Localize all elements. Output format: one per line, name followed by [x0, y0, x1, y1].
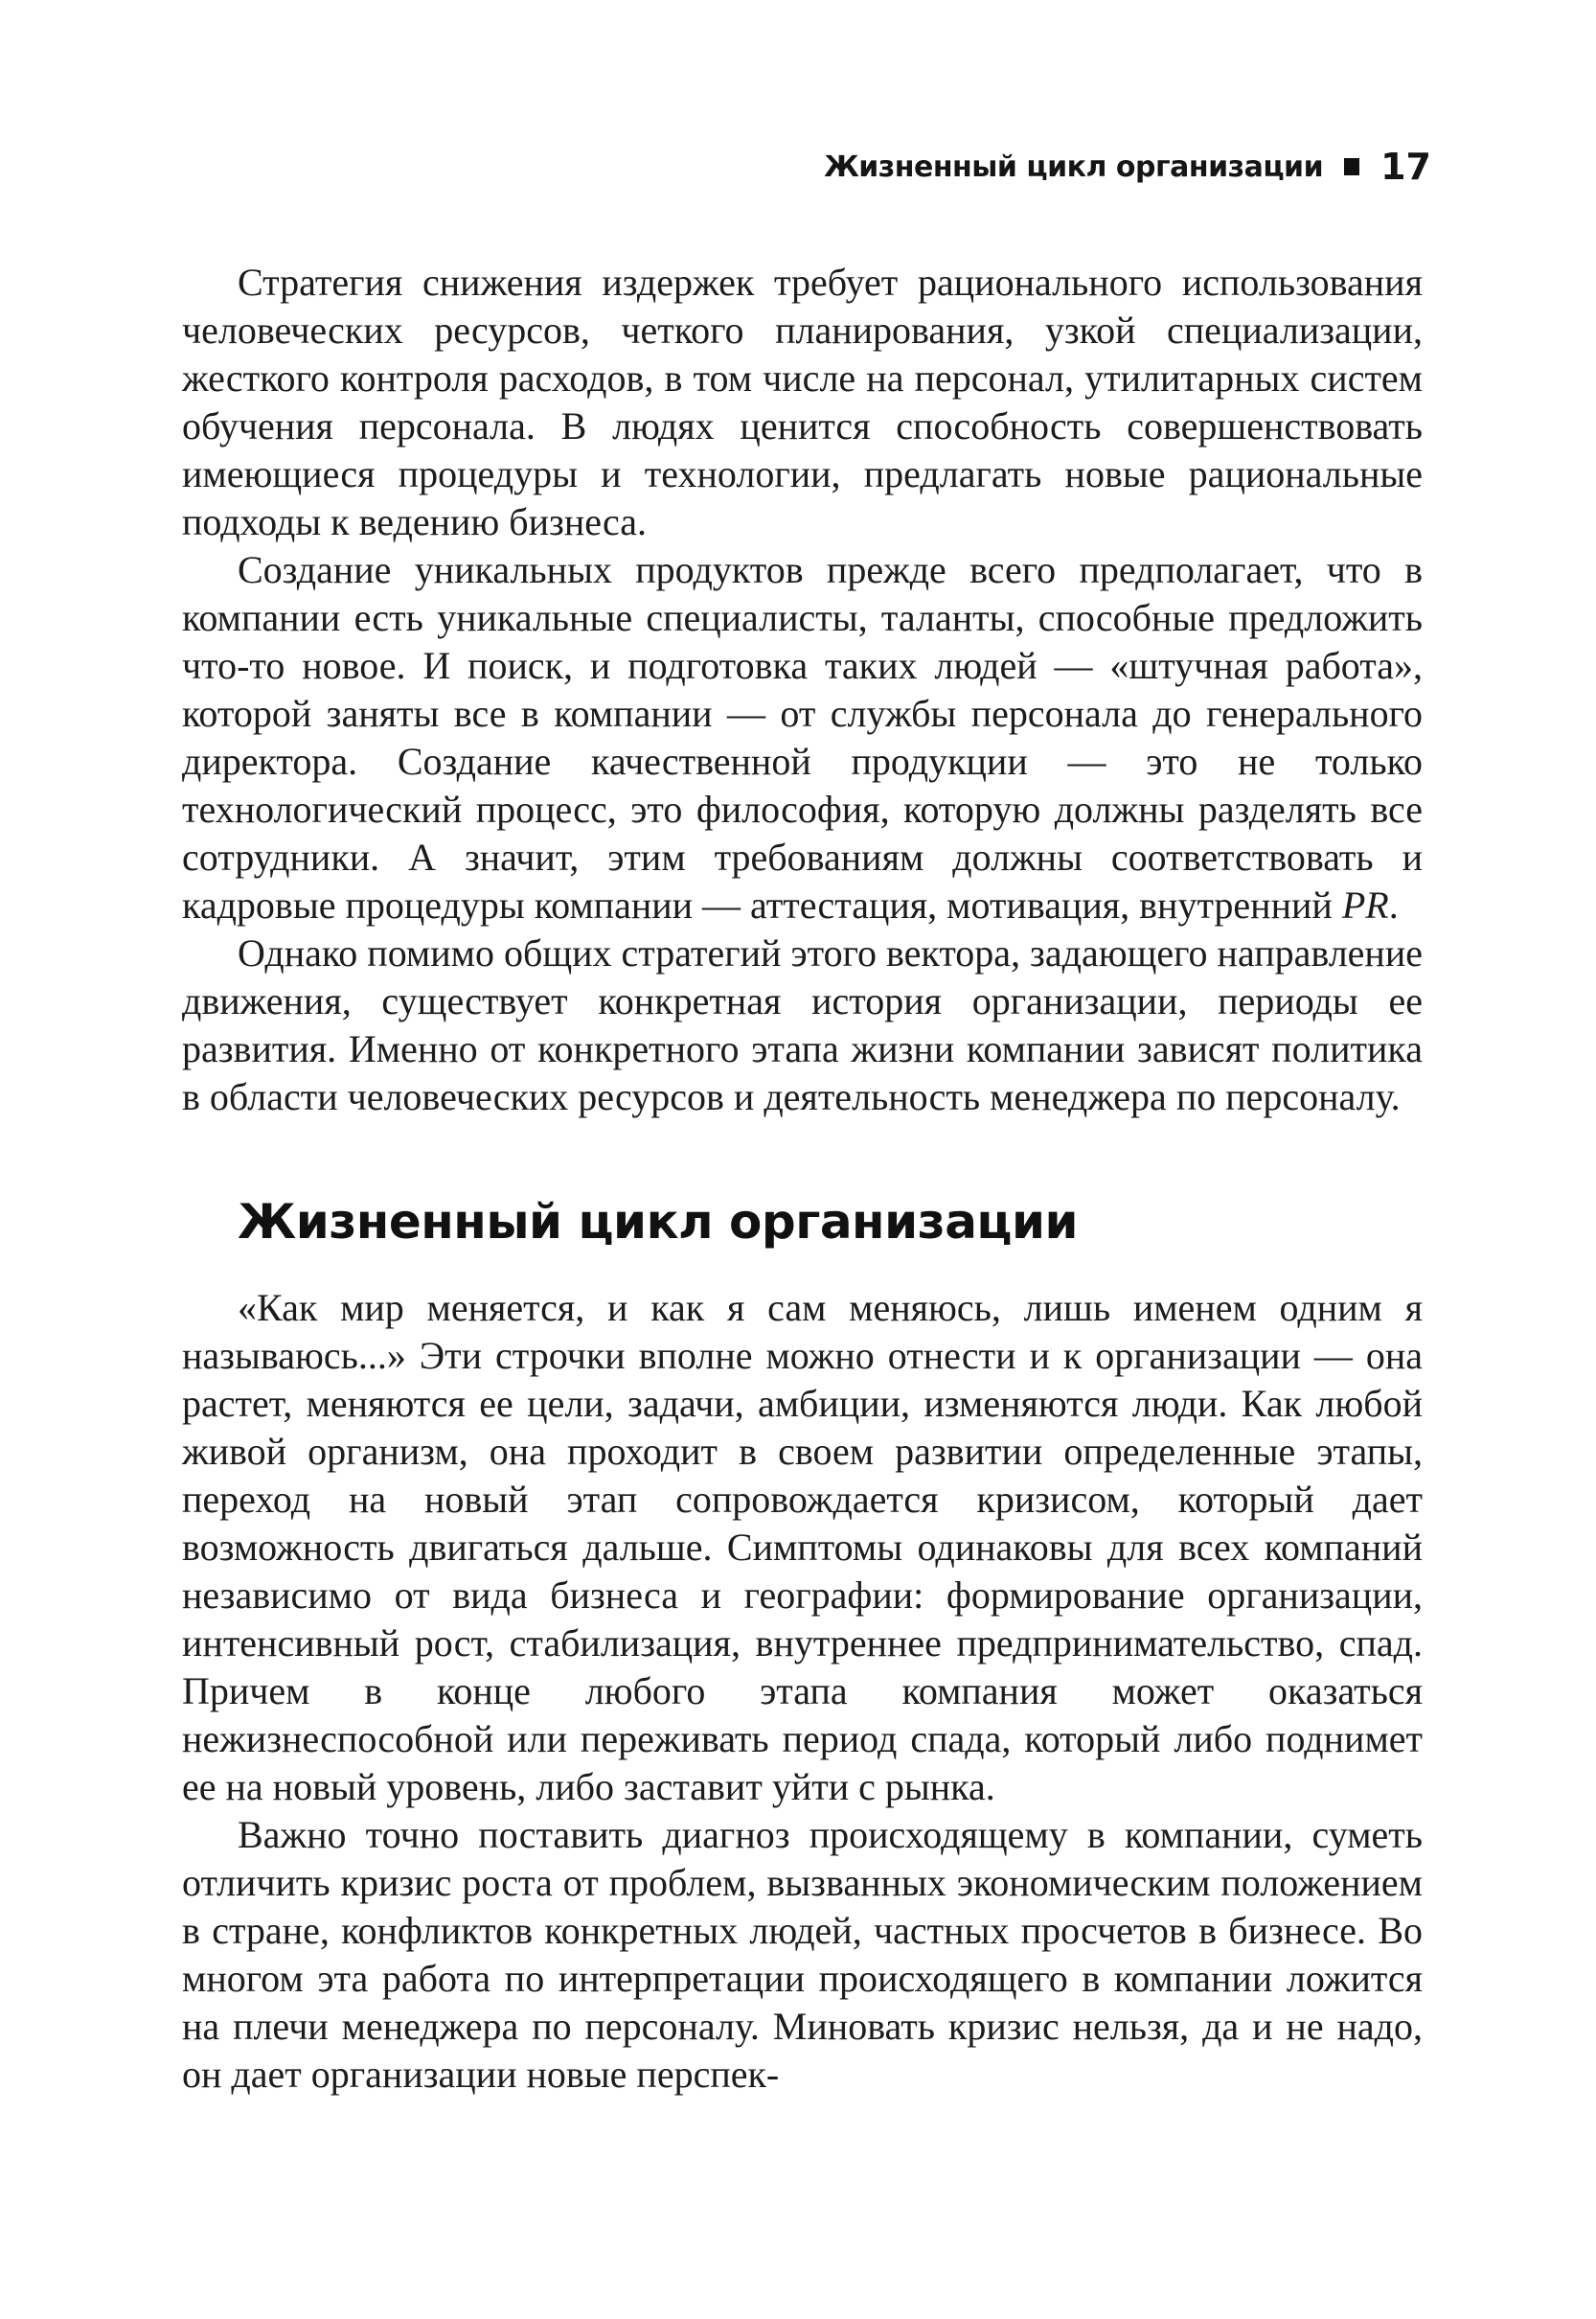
- page-number: 17: [1380, 146, 1431, 188]
- paragraph-unique-products-text: Создание уникальных продуктов прежде всего предполагает, что в компании есть уникальные специалисты, таланты, способные предложить что-то новое. И поиск, и подготовка таких людей — «штучная работа», которой заняты все в компании — от службы персонала до генерального директора. Создание качественной продукции — это не только технологический процесс, это философия, которую должны разделять все сотрудники. А значит, этим требованиям должны соответствовать и кадровые процедуры компании — аттестация, мотивация, внутренний: [182, 548, 1423, 927]
- running-title: Жизненный цикл организации: [824, 149, 1324, 184]
- paragraph-general-strategies: Однако помимо общих стратегий этого вектора, задающего направление движения, существует конкретная история организации, периоды ее развития. Именно от конкретного этапа жизни компании зависят политика в области человеческих ресурсов и деятельность менеджера по персоналу.: [182, 931, 1423, 1118]
- section-heading: Жизненный цикл организации: [238, 1194, 1079, 1250]
- running-header: [824, 146, 1431, 188]
- paragraph-unique-products-end: .: [1388, 884, 1399, 927]
- paragraph-unique-products: [182, 546, 1423, 930]
- pr-term: PR: [1341, 884, 1389, 927]
- paragraph-world-changes: «Как мир меняется, и как я сам меняюсь, лишь именем одним я называюсь...» Эти строчки вполне можно отнести и к организации — она растет, меняются ее цели, задачи, амбиции, изменяются люди. Как любой живой организм, она проходит в своем развитии определенные этапы, переход на новый этап сопровождается кризисом, который дает возможность двигаться дальше. Симптомы одинаковы для всех компаний независимо от вида бизнеса и географии: формирование организации, интенсивный рост, стабилизация, внутреннее предпринимательство, спад. Причем в конце любого этапа компания может оказаться нежизнеспособной или переживать период спада, который либо поднимет ее на новый уровень, либо заставит уйти с рынка.: [182, 1286, 1423, 1808]
- header-square-bullet: [1344, 158, 1359, 175]
- paragraph-diagnosis: Важно точно поставить диагноз происходящему в компании, суметь отличить кризис роста от проблем, вызванных экономическим положением в стране, конфликтов конкретных людей, частных просчетов в бизнесе. Во многом эта работа по интерпретации происходящего в компании ложится на плечи менеджера по персоналу. Миновать кризис нельзя, да и не надо, он дает организации новые перспек-: [182, 1813, 1423, 2096]
- paragraph-cost-reduction: Стратегия снижения издержек требует рационального использования человеческих ресурсов, четкого планирования, узкой специализации, жесткого контроля расходов, в том числе на персонал, утилитарных систем обучения персонала. В людях ценится способность совершенствовать имеющиеся процедуры и технологии, предлагать новые рациональные подходы к ведению бизнеса.: [182, 261, 1423, 543]
- page-content: [182, 259, 1423, 2099]
